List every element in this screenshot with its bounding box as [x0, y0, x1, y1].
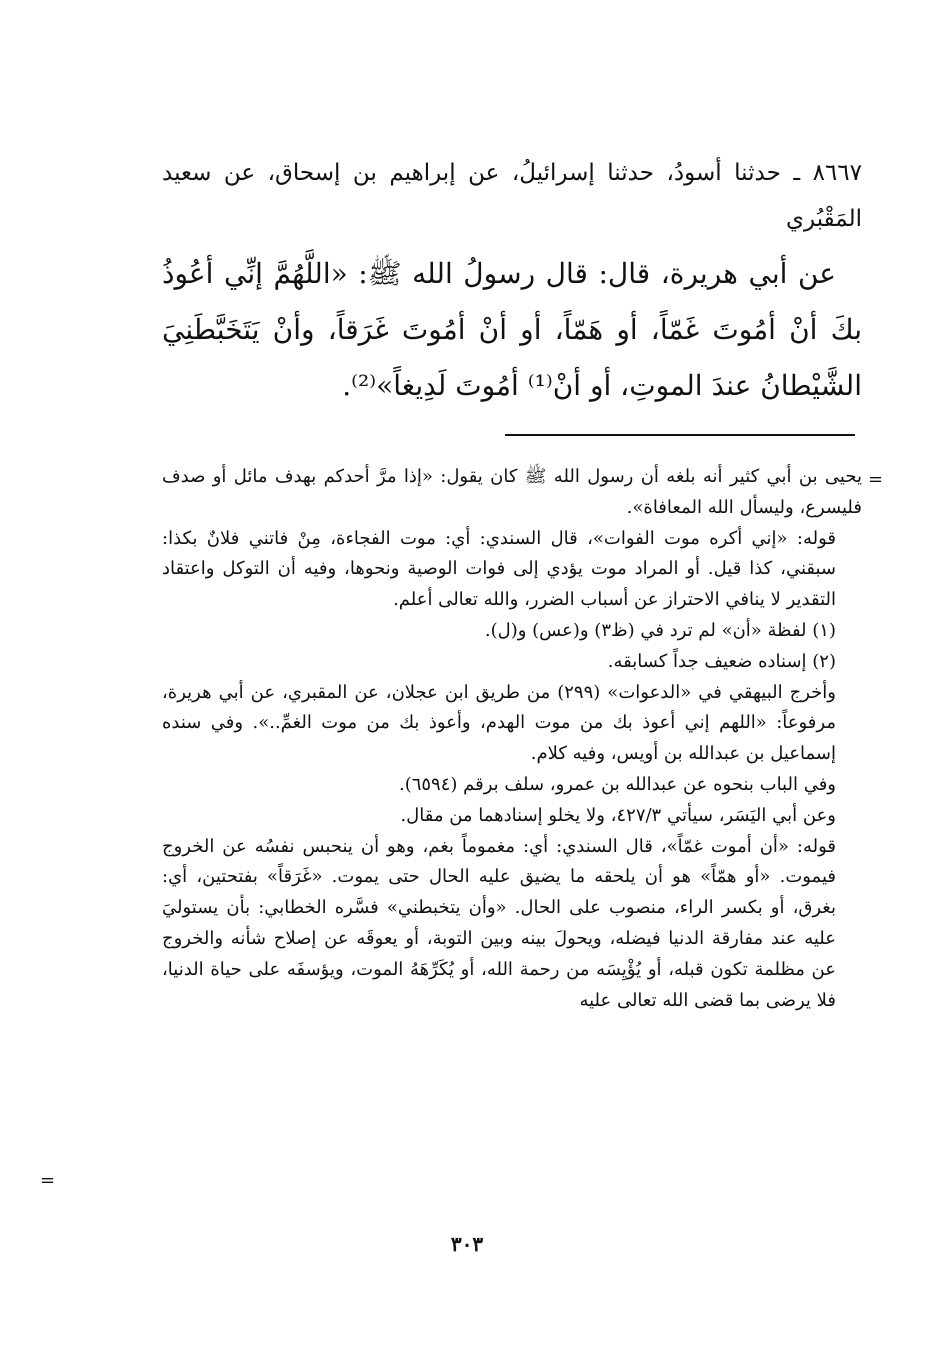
continuation-mark-top: = [868, 469, 884, 490]
footnote-paragraph: يحيى بن أبي كثير أنه بلغه أن رسول الله ﷺ كان يقول: «إذا مرَّ أحدكم بهدف مائل أو صدف فليسرع، وليسأل الله المعافاة». [162, 466, 862, 518]
footnote-separator [505, 434, 855, 436]
hadith-matn-text: عن أبي هريرة، قال: قال رسولُ الله ﷺ: «اللَّهُمَّ إنِّي أعُوذُ بكَ أنْ أمُوتَ غَمّاً، أو هَمّاً، أو أنْ أمُوتَ غَرَقاً، وأنْ يَتَخَبَّطَنِيَ الشَّيْطانُ عندَ الموتِ، أو أنْ⁽¹⁾ أمُوتَ لَدِيغاً»⁽²⁾. [162, 257, 862, 402]
footnote-paragraph: وعن أبي اليَسَر، سيأتي ٤٢٧/٣، ولا يخلو إسنادهما من مقال. [400, 804, 836, 826]
page-number: ٣٠٣ [450, 1232, 484, 1256]
footnote-paragraph: وأخرج البيهقي في «الدعوات» (٢٩٩) من طريق ابن عجلان، عن المقبري، عن أبي هريرة، مرفوعاً: «اللهم إني أعوذ بك من موت الهدم، وأعوذ بك من موت الغمِّ..». وفي سنده إسماعيل بن عبدالله بن أويس، وفيه كلام. [162, 681, 836, 765]
hadith-matn [162, 246, 862, 414]
footnote-paragraph: (١) لفظة «أن» لم ترد في (ظ٣) و(عس) و(ل). [484, 619, 836, 641]
footnote-paragraph: قوله: «إني أكره موت الفوات»، قال السندي: أي: موت الفجاءة، مِنْ فاتني فلانٌ بكذا: سبقني، كذا قيل. أو المراد موت يؤدي إلى فوات الوصية ونحوها، وفيه أن التوكل واعتقاد التقدير لا ينافي الاحتراز عن أسباب الضرر، والله تعالى أعلم. [162, 527, 836, 611]
footnotes [162, 462, 862, 1016]
continuation-mark-bottom: = [40, 1170, 56, 1191]
footnote-paragraph: وفي الباب بنحوه عن عبدالله بن عمرو، سلف برقم (٦٥٩٤). [398, 773, 836, 795]
footnote-paragraph: (٢) إسناده ضعيف جداً كسابقه. [607, 650, 836, 672]
hadith-isnad: ٨٦٦٧ ـ حدثنا أسودُ، حدثنا إسرائيلُ، عن إبراهيم بن إسحاق، عن سعيد المَقْبُري [162, 160, 862, 232]
footnote-paragraph: قوله: «أن أموت غمّاً»، قال السندي: أي: مغموماً بغم، وهو أن ينحبس نفسُه عن الخروج فيموت. «أو همّاً» هو أن يلحقه ما يضيق عليه الحال حتى يموت. «غَرَقاً» بفتحتين، أي: بغرق، أو بكسر الراء، منصوب على الحال. «وأن يتخبطني» فسَّره الخطابي: بأن يستوليَ عليه عند مفارقة الدنيا فيضله، ويحولَ بينه وبين التوبة، أو يعوقَه عن إصلاح شأنه والخروج عن مظلمة تكون قبله، أو يُؤْيِسَه من رحمة الله، أو يُكَرِّهَهُ الموت، ويؤسفَه على حياة الدنيا، فلا يرضى بما قضى الله تعالى عليه [162, 835, 836, 1011]
